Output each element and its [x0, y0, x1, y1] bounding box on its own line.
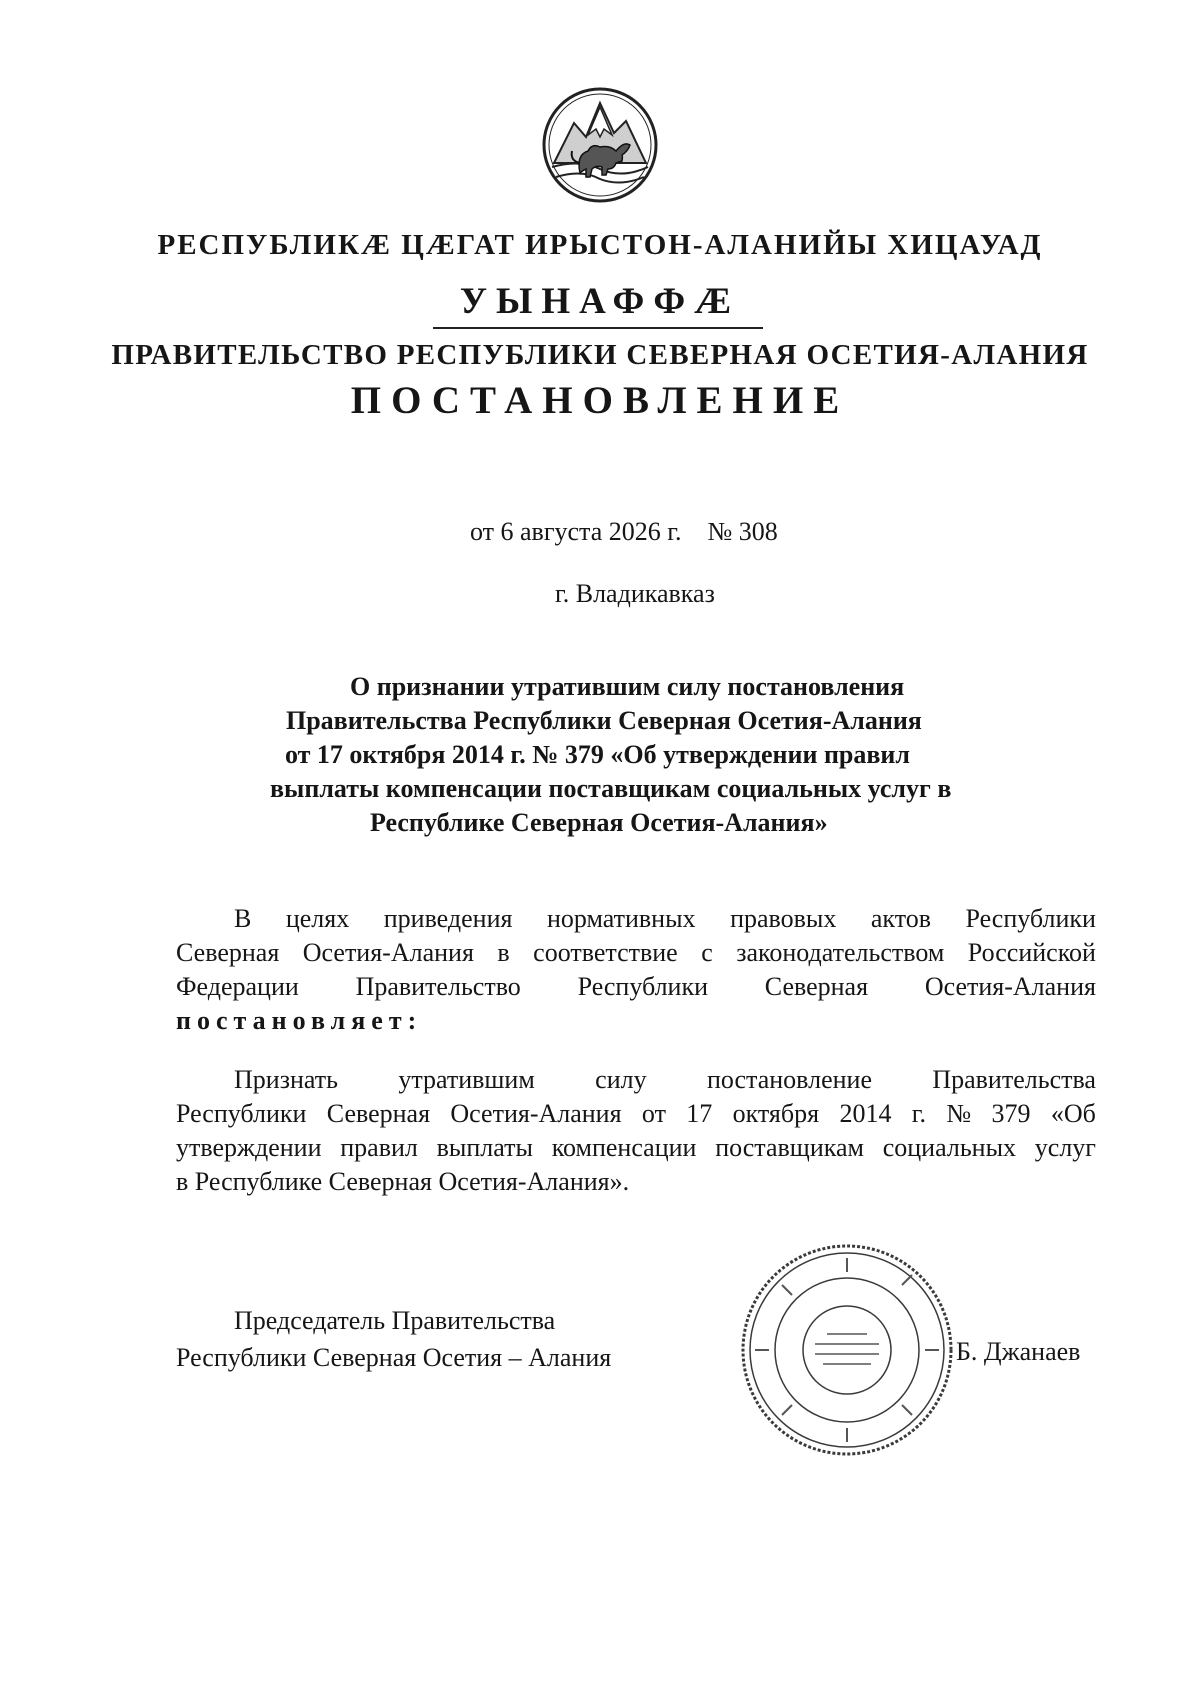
signatory-title-line: Председатель Правительства [234, 1306, 556, 1335]
word: Республики [176, 1099, 307, 1128]
word: Северная [176, 938, 280, 967]
word: Осетия-Алания [450, 1099, 622, 1128]
document-subject [240, 670, 1020, 840]
word: Республики [577, 972, 709, 1001]
operative-paragraph [176, 1063, 1096, 1199]
word: Признать [234, 1065, 338, 1094]
word: Правительства [932, 1065, 1096, 1094]
word: утратившим [398, 1065, 535, 1094]
subject-line: Правительства Республики Северная Осетия-Алания [286, 706, 922, 735]
word: В [234, 904, 252, 933]
word: выплаты [436, 1133, 533, 1162]
word: компенсации [551, 1133, 697, 1162]
document-dateline [470, 517, 778, 547]
paragraph-line [176, 1131, 1096, 1165]
document-number: № 308 [707, 517, 778, 546]
ossetian-document-type: УЫНАФФÆ [459, 281, 741, 322]
signatory-title-line: Республики Северная Осетия – Алания [176, 1343, 612, 1372]
word: актов [870, 904, 931, 933]
subject-line: от 17 октября 2014 г. № 379 «Об утверждении правил [285, 740, 911, 769]
preamble-paragraph [176, 902, 1096, 1038]
word: от [641, 1099, 666, 1128]
signatory-name: Б. Джанаев [956, 1337, 1081, 1366]
word: услуг [1034, 1133, 1096, 1162]
word: поставщикам [715, 1133, 864, 1162]
resolves-word: постановляет: [176, 1006, 423, 1035]
word: правил [340, 1133, 418, 1162]
paragraph-line [176, 970, 1096, 1004]
word: Северная [764, 972, 869, 1001]
ossetian-authority-name: РЕСПУБЛИКÆ ЦÆГАТ ИРЫСТОН-АЛАНИЙЫ ХИЦАУАД [157, 229, 1043, 261]
word: целях [285, 904, 350, 933]
word: утверждении [176, 1133, 322, 1162]
word: с [701, 938, 713, 967]
word: Осетия-Алания [924, 972, 1096, 1001]
word: приведения [383, 904, 513, 933]
republic-coat-of-arms-icon [540, 85, 660, 205]
paragraph-line [176, 1063, 1096, 1097]
word: в [497, 938, 510, 967]
word: Северная [326, 1099, 431, 1128]
paragraph-line [176, 1097, 1096, 1131]
subject-line: О признании утратившим силу постановления [350, 672, 905, 701]
word: постановление [706, 1065, 872, 1094]
document-city: г. Владикавказ [555, 579, 715, 608]
word: Российской [967, 938, 1096, 967]
word: «Об [1050, 1099, 1096, 1128]
word: законодательством [736, 938, 945, 967]
word: Федерации [176, 972, 299, 1001]
word: соответствие [533, 938, 678, 967]
word: нормативных [546, 904, 696, 933]
signatory-title [176, 1302, 611, 1376]
russian-authority-name: ПРАВИТЕЛЬСТВО РЕСПУБЛИКИ СЕВЕРНАЯ ОСЕТИЯ-АЛАНИЯ [111, 339, 1089, 371]
subject-line: выплаты компенсации поставщикам социальных услуг в [270, 774, 952, 803]
word: Правительство [355, 972, 521, 1001]
word: 17 [686, 1099, 713, 1128]
paragraph-line [176, 902, 1096, 936]
document-date: от 6 августа 2026 г. [470, 517, 682, 546]
paragraph-line [176, 1004, 1096, 1038]
word: силу [595, 1065, 647, 1094]
word: 379 [991, 1099, 1031, 1128]
word: № [946, 1099, 972, 1128]
word: октября [732, 1099, 820, 1128]
paragraph-line [176, 936, 1096, 970]
word: г. [911, 1099, 927, 1128]
official-round-stamp-icon [737, 1240, 957, 1460]
paragraph-line: в Республике Северная Осетия-Алания». [176, 1167, 630, 1196]
header-divider [433, 327, 763, 329]
subject-line: Республике Северная Осетия-Алания» [370, 808, 828, 837]
word: правовых [730, 904, 837, 933]
word: Республики [965, 904, 1096, 933]
word: 2014 [839, 1099, 892, 1128]
russian-document-type: ПОСТАНОВЛЕНИЕ [350, 379, 850, 422]
word: социальных [882, 1133, 1017, 1162]
word: Осетия-Алания [302, 938, 474, 967]
